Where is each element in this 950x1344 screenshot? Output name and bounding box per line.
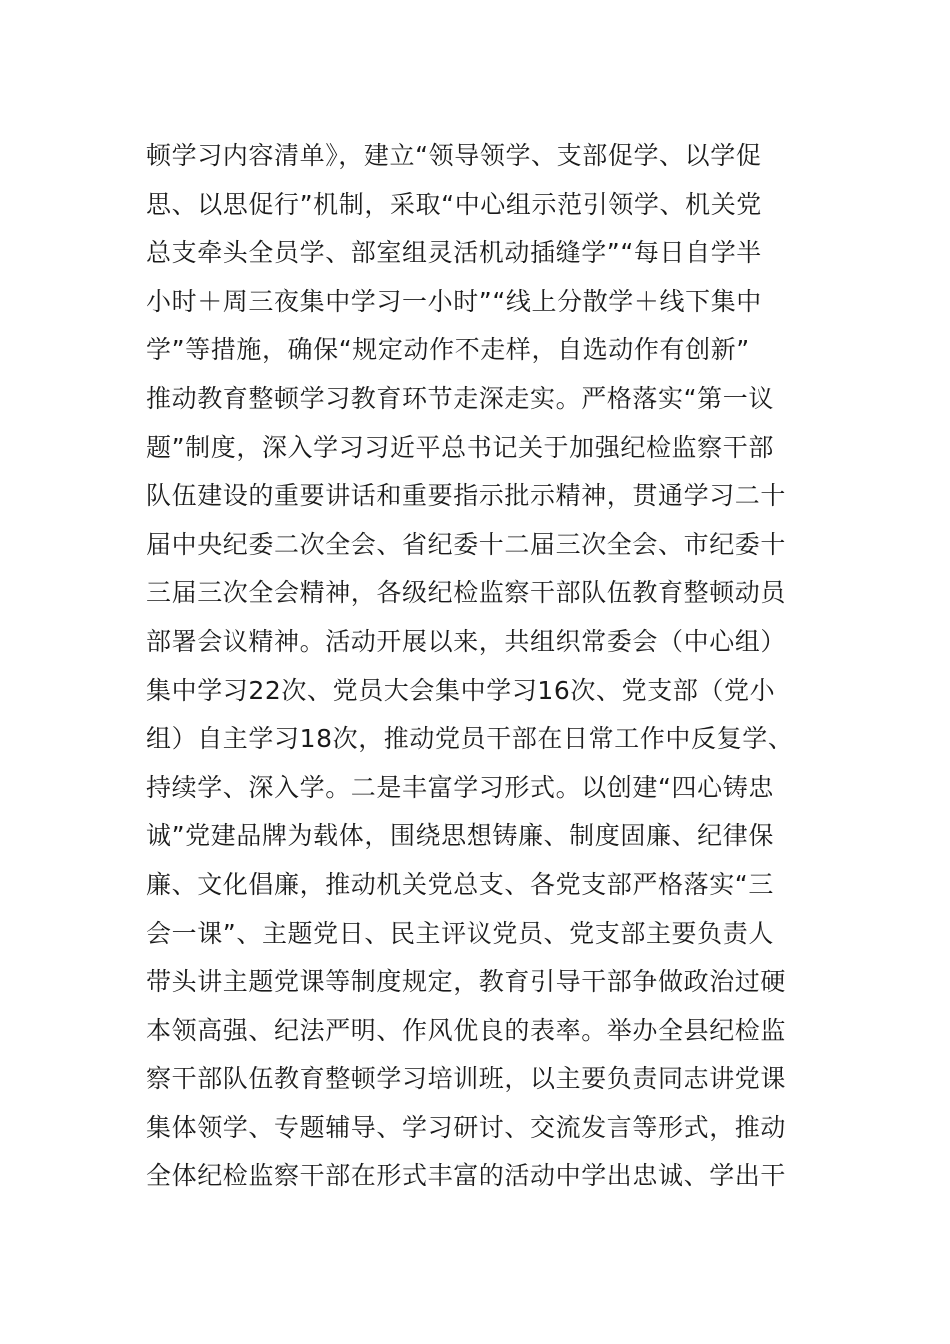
text-line: 全体纪检监察干部在形式丰富的活动中学出忠诚、学出干 bbox=[146, 1161, 787, 1191]
text-line: 会一课”、主题党日、民主评议党员、党支部主要负责人 bbox=[146, 918, 774, 948]
text-line: 持续学、深入学。二是丰富学习形式。以创建“四心铸忠 bbox=[146, 772, 774, 802]
text-line: 小时＋周三夜集中学习一小时”“线上分散学＋线下集中 bbox=[146, 286, 762, 316]
text-line: 题”制度，深入学习习近平总书记关于加强纪检监察干部 bbox=[146, 432, 774, 462]
text-line: 本领高强、纪法严明、作风优良的表率。举办全县纪检监 bbox=[146, 1015, 787, 1045]
text-line: 组）自主学习18次，推动党员干部在日常工作中反复学、 bbox=[146, 724, 794, 754]
text-line: 顿学习内容清单》，建立“领导领学、支部促学、以学促 bbox=[146, 141, 762, 170]
text-line: 届中央纪委二次全会、省纪委十二届三次全会、市纪委十 bbox=[146, 529, 787, 559]
text-line: 三届三次全会精神，各级纪检监察干部队伍教育整顿动员 bbox=[146, 578, 787, 608]
text-line: 集体领学、专题辅导、学习研讨、交流发言等形式，推动 bbox=[146, 1112, 787, 1142]
text-line: 察干部队伍教育整顿学习培训班，以主要负责同志讲党课 bbox=[146, 1064, 787, 1094]
text-line: 推动教育整顿学习教育环节走深走实。严格落实“第一议 bbox=[146, 383, 774, 413]
text-line: 带头讲主题党课等制度规定，教育引导干部争做政治过硬 bbox=[146, 967, 787, 997]
text-line: 队伍建设的重要讲话和重要指示批示精神，贯通学习二十 bbox=[146, 481, 787, 511]
text-line: 集中学习22次、党员大会集中学习16次、党支部（党小 bbox=[146, 675, 776, 705]
text-line: 思、以思促行”机制，采取“中心组示范引领学、机关党 bbox=[146, 189, 762, 219]
text-line: 部署会议精神。活动开展以来，共组织常委会（中心组） bbox=[146, 626, 787, 656]
text-line: 总支牵头全员学、部室组灵活机动插缝学”“每日自学半 bbox=[146, 238, 762, 268]
text-line: 学”等措施，确保“规定动作不走样，自选动作有创新” bbox=[146, 335, 750, 365]
text-line: 廉、文化倡廉，推动机关党总支、各党支部严格落实“三 bbox=[146, 869, 774, 899]
body-text bbox=[146, 132, 816, 1201]
text-line: 诚”党建品牌为载体，围绕思想铸廉、制度固廉、纪律保 bbox=[146, 821, 774, 851]
